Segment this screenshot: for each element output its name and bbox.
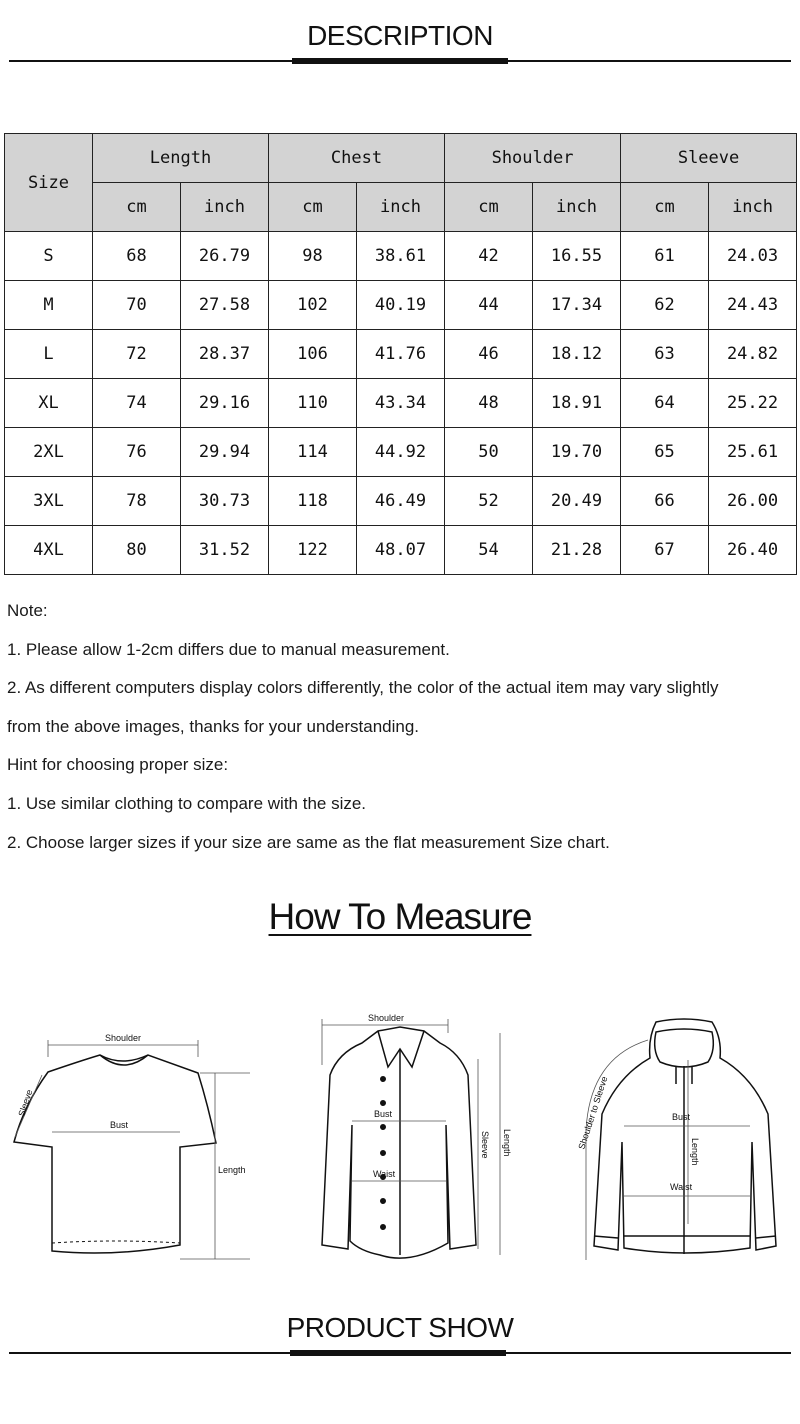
value-cell: 64 [621,379,709,428]
value-cell: 54 [445,526,533,575]
table-row [5,477,797,526]
size-chart-table [4,133,797,575]
table-row [5,428,797,477]
table-row [5,379,797,428]
description-header [0,0,800,60]
header-bar [292,58,508,64]
value-cell: 18.91 [533,379,621,428]
shirt-icon [290,1005,530,1275]
value-cell: 65 [621,428,709,477]
value-cell: 29.94 [181,428,269,477]
value-cell: 46 [445,330,533,379]
value-cell: 122 [269,526,357,575]
hoodie-diagram [568,1010,793,1275]
hoodie-waist-label: Waist [670,1182,693,1192]
value-cell: 78 [93,477,181,526]
value-cell: 26.40 [709,526,797,575]
length-header: Length [93,134,269,183]
header-bar [290,1350,506,1356]
unit-inch: inch [181,183,269,232]
hint-heading: Hint for choosing proper size: [7,755,229,775]
table-row [5,330,797,379]
note-line: from the above images, thanks for your understanding. [7,716,420,736]
hoodie-icon [568,1010,793,1275]
value-cell: 26.79 [181,232,269,281]
chest-header: Chest [269,134,445,183]
value-cell: 98 [269,232,357,281]
value-cell: 31.52 [181,526,269,575]
size-cell: XL [5,379,93,428]
value-cell: 26.00 [709,477,797,526]
unit-cm: cm [269,183,357,232]
tshirt-diagram [10,1025,260,1275]
notes-heading: Note: [7,601,48,620]
value-cell: 24.43 [709,281,797,330]
unit-cm: cm [445,183,533,232]
value-cell: 110 [269,379,357,428]
value-cell: 30.73 [181,477,269,526]
value-cell: 48 [445,379,533,428]
size-cell: M [5,281,93,330]
unit-inch: inch [533,183,621,232]
tshirt-shoulder-label: Shoulder [105,1033,142,1043]
unit-inch: inch [709,183,797,232]
value-cell: 25.22 [709,379,797,428]
note-line: 1. Please allow 1-2cm differs due to manual measurement. [7,639,450,659]
table-row [5,526,797,575]
table-header-row [5,134,797,183]
table-row [5,232,797,281]
value-cell: 80 [93,526,181,575]
value-cell: 46.49 [357,477,445,526]
value-cell: 118 [269,477,357,526]
value-cell: 43.34 [357,379,445,428]
value-cell: 24.03 [709,232,797,281]
value-cell: 66 [621,477,709,526]
how-to-measure-title [0,896,800,938]
product-show-title: PRODUCT SHOW [286,1312,514,1343]
value-cell: 40.19 [357,281,445,330]
value-cell: 62 [621,281,709,330]
value-cell: 27.58 [181,281,269,330]
value-cell: 24.82 [709,330,797,379]
hoodie-bust-label: Bust [672,1112,691,1122]
value-cell: 76 [93,428,181,477]
table-row [5,281,797,330]
value-cell: 48.07 [357,526,445,575]
value-cell: 52 [445,477,533,526]
value-cell: 25.61 [709,428,797,477]
hoodie-length-label: Length [690,1138,700,1166]
size-cell: S [5,232,93,281]
size-cell: 3XL [5,477,93,526]
value-cell: 72 [93,330,181,379]
tshirt-icon [10,1025,260,1275]
value-cell: 21.28 [533,526,621,575]
shirt-bust-label: Bust [374,1109,393,1119]
value-cell: 44.92 [357,428,445,477]
how-to-measure-text: How To Measure [268,896,532,937]
size-header: Size [5,134,93,232]
tshirt-bust-label: Bust [110,1120,129,1130]
value-cell: 42 [445,232,533,281]
value-cell: 29.16 [181,379,269,428]
value-cell: 18.12 [533,330,621,379]
shirt-shoulder-label: Shoulder [368,1013,405,1023]
value-cell: 28.37 [181,330,269,379]
value-cell: 61 [621,232,709,281]
size-cell: 2XL [5,428,93,477]
value-cell: 68 [93,232,181,281]
value-cell: 63 [621,330,709,379]
shirt-sleeve-label: Sleeve [480,1131,490,1159]
unit-inch: inch [357,183,445,232]
shirt-waist-label: Waist [373,1169,396,1179]
tshirt-sleeve-label: Sleeve [16,1088,35,1118]
value-cell: 74 [93,379,181,428]
unit-cm: cm [93,183,181,232]
value-cell: 20.49 [533,477,621,526]
hint-line: 1. Use similar clothing to compare with the size. [7,793,367,813]
shoulder-header: Shoulder [445,134,621,183]
shirt-length-label: Length [502,1129,512,1157]
notes-block [7,596,792,866]
value-cell: 44 [445,281,533,330]
tshirt-length-label: Length [218,1165,246,1175]
value-cell: 67 [621,526,709,575]
product-show-header [0,1300,800,1360]
value-cell: 106 [269,330,357,379]
unit-cm: cm [621,183,709,232]
description-title: DESCRIPTION [307,20,493,51]
value-cell: 17.34 [533,281,621,330]
hoodie-shoulder-to-sleeve-label: Shoulder to Sleeve [576,1075,610,1151]
sleeve-header: Sleeve [621,134,797,183]
value-cell: 16.55 [533,232,621,281]
value-cell: 102 [269,281,357,330]
shirt-diagram [290,1005,530,1275]
note-line: 2. As different computers display colors differently, the color of the actual item may vary slightly [7,678,719,698]
value-cell: 19.70 [533,428,621,477]
value-cell: 38.61 [357,232,445,281]
size-cell: L [5,330,93,379]
value-cell: 41.76 [357,330,445,379]
size-cell: 4XL [5,526,93,575]
hint-line: 2. Choose larger sizes if your size are same as the flat measurement Size chart. [7,832,610,852]
value-cell: 50 [445,428,533,477]
value-cell: 70 [93,281,181,330]
value-cell: 114 [269,428,357,477]
table-unit-row [5,183,797,232]
